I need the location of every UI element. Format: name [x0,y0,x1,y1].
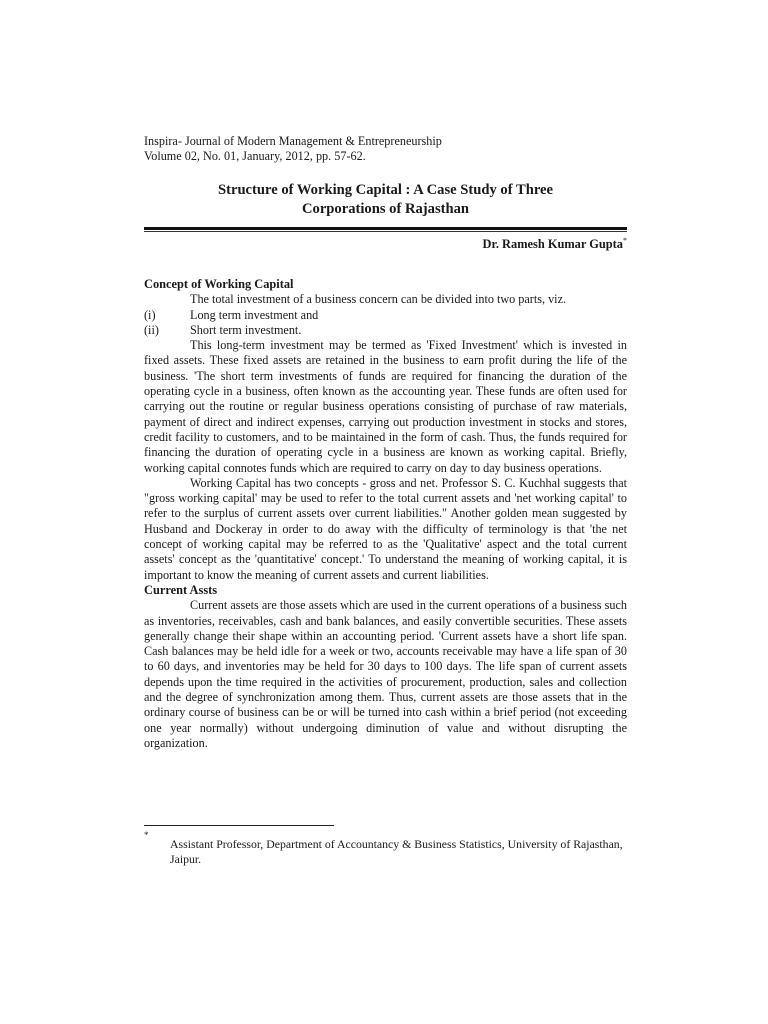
journal-volume: Volume 02, No. 01, January, 2012, pp. 57-62. [144,149,366,163]
list-number: (ii) [144,322,159,337]
list-item [144,323,627,338]
author-footnote-mark: * [623,236,627,245]
paragraph-concept-intro: The total investment of a business concern can be divided into two parts, viz. [190,292,567,307]
paper-title [144,181,627,219]
paper-title-line-2: Corporations of Rajasthan [301,201,470,217]
article-body [144,277,627,751]
journal-name: Inspira- Journal of Modern Management & Entrepreneurship [144,134,442,148]
section-heading-current-assets: Current Assts [144,582,218,597]
footnote-mark: * [144,830,149,840]
list-text: Long term investment and [190,307,319,322]
title-rule-thin [144,231,627,232]
paragraph-fixed-investment: This long-term investment may be termed as 'Fixed Investment' which is invested in fixed assets. These fixed assets are retained in the business to earn profit during the life of the business. 'The short term investments of funds are required for financing the duration of the operating cycle in a business, often known as the accounting year. These funds are often used for carrying out the routine or regular business operations consisting of purchase of raw materials, payment of direct and indirect expenses, carrying out production investment in stocks and stores, credit facility to customers, and to be maintained in the form of cash. Thus, the funds required for financing the duration of operating cycle in a business are known as working capital. Briefly, working capital connotes funds which are required to carry on day to day business operations. [144,338,627,475]
author-line [483,233,627,252]
section-heading-concept: Concept of Working Capital [144,277,294,291]
journal-citation [144,134,442,164]
paper-title-line-1: Structure of Working Capital : A Case Study of Three [217,182,553,198]
author-name: Dr. Ramesh Kumar Gupta [482,237,623,252]
paragraph-current-assets: Current assets are those assets which are used in the current operations of a business such as inventories, receivables, cash and bank balances, and easily convertible securities. These assets generally change their shape within an accounting period. 'Current assets have a short life span. Cash balances may be held idle for a week or two, accounts receivable may have a life span of 30 to 60 days, and inventories may be held for 30 days to 100 days. The life span of current assets depends upon the time required in the activities of procurement, production, sales and collection and the degree of synchronization among them. Thus, current assets are those assets that in the ordinary course of business can be or will be turned into cash within a brief period (not exceeding one year normally) without undergoing diminution of value and without disrupting the organization. [144,598,627,750]
paragraph-working-capital-concepts: Working Capital has two concepts - gross and net. Professor S. C. Kuchhal suggests that "gross working capital' may be used to refer to the total current assets and 'net working capital' to refer to the surplus of current assets over current liabilities." Another golden mean suggested by Husband and Dockeray in order to do away with the difficulty of terminology is that 'the net concept of working capital may be referred to as the 'Qualitative' aspect and the total current assets' concept as the 'quantitative' concept.' To understand the meaning of working capital, it is important to know the meaning of current assets and current liabilities. [144,475,627,582]
footnote-rule [144,825,334,826]
footnote-text: Assistant Professor, Department of Accountancy & Business Statistics, University of Rajasthan, Jaipur. [170,837,623,866]
list-number: (i) [144,307,156,322]
list-text: Short term investment. [190,322,302,337]
list-item [144,308,627,323]
title-rule-thick [144,227,627,230]
